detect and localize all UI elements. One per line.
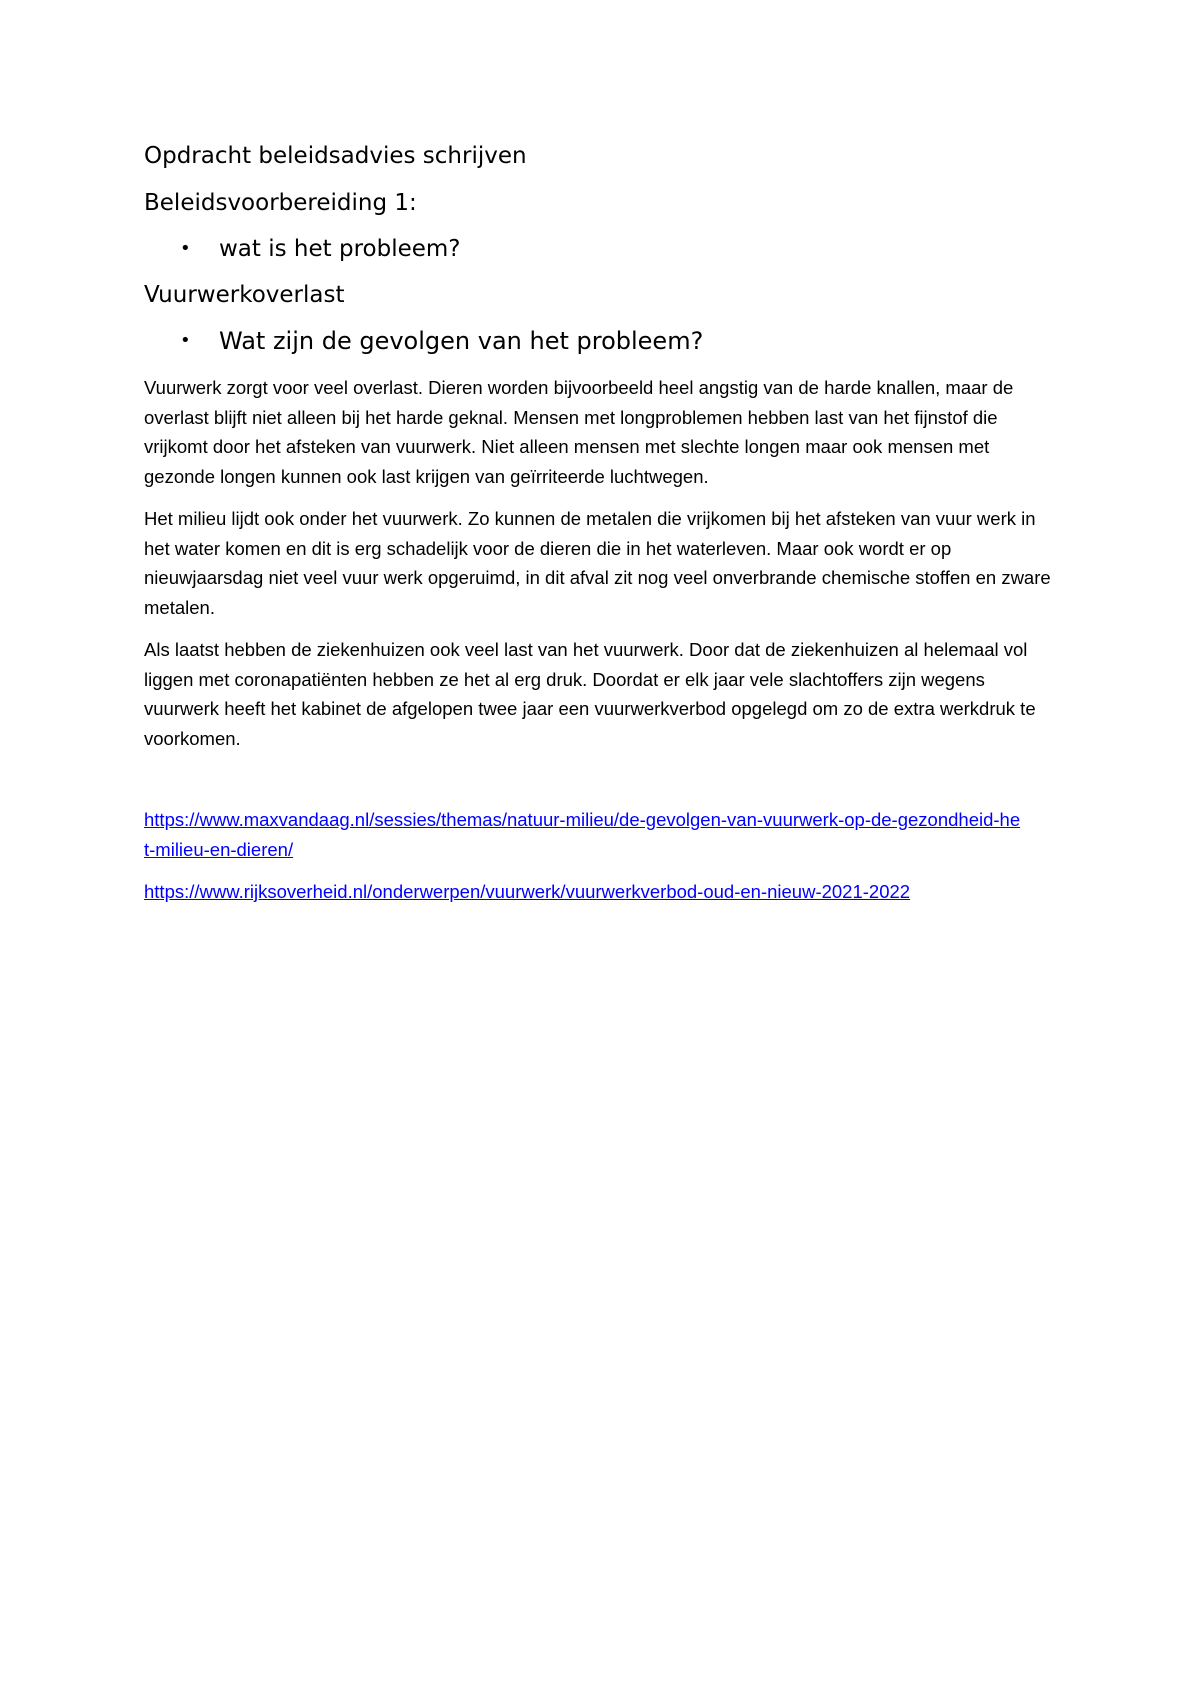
topic-heading: Vuurwerkoverlast xyxy=(144,282,345,308)
bullet-icon: • xyxy=(180,238,191,259)
paragraph-hospitals: Als laatst hebben de ziekenhuizen ook veel last van het vuurwerk. Door dat de ziekenhuizen al helemaal vol liggen met coronapatiënten hebben ze het al erg druk. Doordat er elk jaar vele slachtoffers zijn wegens vuurwerk heeft het kabinet de afgelopen twee jaar een vuurwerkverbod opgelegd om zo de extra werkdruk te voorkomen. xyxy=(144,639,1036,749)
source-links xyxy=(144,805,1064,907)
source-link-row xyxy=(144,877,1024,907)
source-link-rijksoverheid[interactable]: https://www.rijksoverheid.nl/onderwerpen/vuurwerk/vuurwerkverbod-oud-en-nieuw-2021-2022 xyxy=(144,881,911,902)
document-page xyxy=(144,140,1064,920)
source-link-maxvandaag[interactable]: https://www.maxvandaag.nl/sessies/themas/natuur-milieu/de-gevolgen-van-vuurwerk-op-de-gezondheid-het-milieu-en-dieren/ xyxy=(144,809,1021,860)
bullet-text: Wat zijn de gevolgen van het probleem? xyxy=(219,327,704,355)
bullet-item-problem xyxy=(144,233,1064,265)
paragraph-environment: Het milieu lijdt ook onder het vuurwerk. Zo kunnen de metalen die vrijkomen bij het afsteken van vuur werk in het water komen en dit is erg schadelijk voor de dieren die in het waterleven. Maar ook wordt er op nieuwjaarsdag niet veel vuur werk opgeruimd, in dit afval zit nog veel onverbrande chemische stoffen en zware metalen. xyxy=(144,508,1051,618)
bullet-text: wat is het probleem? xyxy=(219,236,461,262)
section-subtitle: Beleidsvoorbereiding 1: xyxy=(144,190,417,216)
source-link-row xyxy=(144,805,1024,864)
bullet-icon: • xyxy=(180,330,191,351)
bullet-item-consequences xyxy=(144,325,1064,357)
document-title: Opdracht beleidsadvies schrijven xyxy=(144,143,527,169)
paragraph-animals-health: Vuurwerk zorgt voor veel overlast. Dieren worden bijvoorbeeld heel angstig van de harde knallen, maar de overlast blijft niet alleen bij het harde geknal. Mensen met longproblemen hebben last van het fijnstof die vrijkomt door het afsteken van vuurwerk. Niet alleen mensen met slechte longen maar ook mensen met gezonde longen kunnen ook last krijgen van geïrriteerde luchtwegen. xyxy=(144,377,1014,487)
